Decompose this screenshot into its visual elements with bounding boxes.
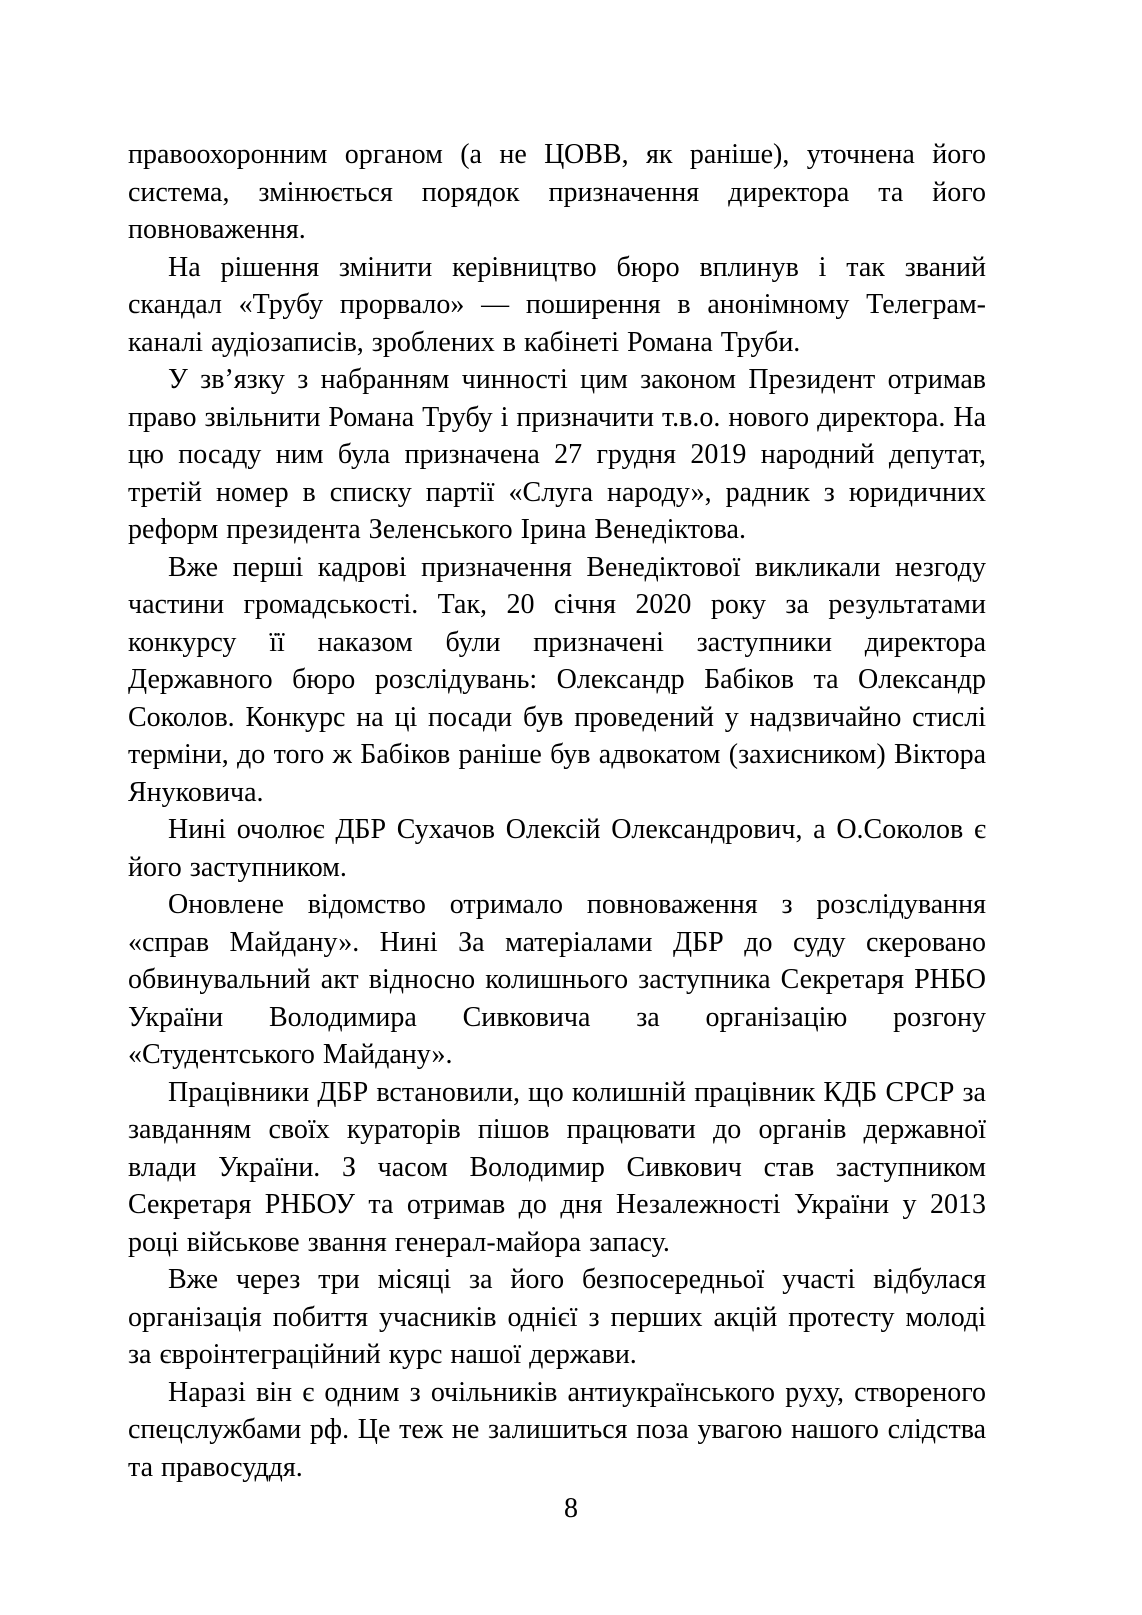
paragraph: Вже перші кадрові призначення Венедіктової викликали незгоду частини громадськості. Так, 20 січня 2020 року за результатами конкурсу її наказом були призначені заступники директора Державного бюро розслідувань: Олександр Бабіков та Олександр Соколов. Конкурс на ці посади був проведений у надзвичайно стислі терміни, до того ж Бабіков раніше був адвокатом (захисником) Віктора Януковича. <box>128 551 986 808</box>
paragraph: У зв’язку з набранням чинності цим законом Президент отримав право звільнити Романа Трубу і призначити т.в.о. нового директора. На цю посаду ним була призначена 27 грудня 2019 народний депутат, третій номер в списку партії «Слуга народу», радник з юридичних реформ президента Зеленського Ірина Венедіктова. <box>128 364 986 545</box>
paragraph: На рішення змінити керівництво бюро вплинув і так званий скандал «Трубу прорвало» — поширення в анонімному Телеграм-каналі аудіозаписів, зроблених в кабінеті Романа Труби. <box>128 251 986 358</box>
paragraph: Нині очолює ДБР Сухачов Олексій Олександрович, а О.Соколов є його заступником. <box>128 814 986 883</box>
page-number: 8 <box>564 1493 578 1524</box>
paragraph: Оновлене відомство отримало повноваження з розслідування «справ Майдану». Нині За матеріалами ДБР до суду скеровано обвинувальний акт відносно колишнього заступника Секретаря РНБО України Володимира Сивковича за організацію розгону «Студентського Майдану». <box>128 889 986 1070</box>
paragraph-continuation: правоохоронним органом (а не ЦОВВ, як раніше), уточнена його система, змінюється порядок призначення директора та його повноваження. <box>128 139 986 245</box>
text-block <box>128 136 986 1486</box>
paragraph: Наразі він є одним з очільників антиукраїнського руху, створеного спецслужбами рф. Це теж не залишиться поза увагою нашого слідства та правосуддя. <box>128 1376 986 1483</box>
paragraph: Працівники ДБР встановили, що колишній працівник КДБ СРСР за завданням своїх кураторів пішов працювати до органів державної влади України. З часом Володимир Сивкович став заступником Секретаря РНБОУ та отримав до дня Незалежності України у 2013 році військове звання генерал-майора запасу. <box>128 1076 986 1258</box>
paragraph: Вже через три місяці за його безпосередньої участі відбулася організація побиття учасників однієї з перших акцій протесту молоді за євроінтеграційний курс нашої держави. <box>128 1264 986 1370</box>
